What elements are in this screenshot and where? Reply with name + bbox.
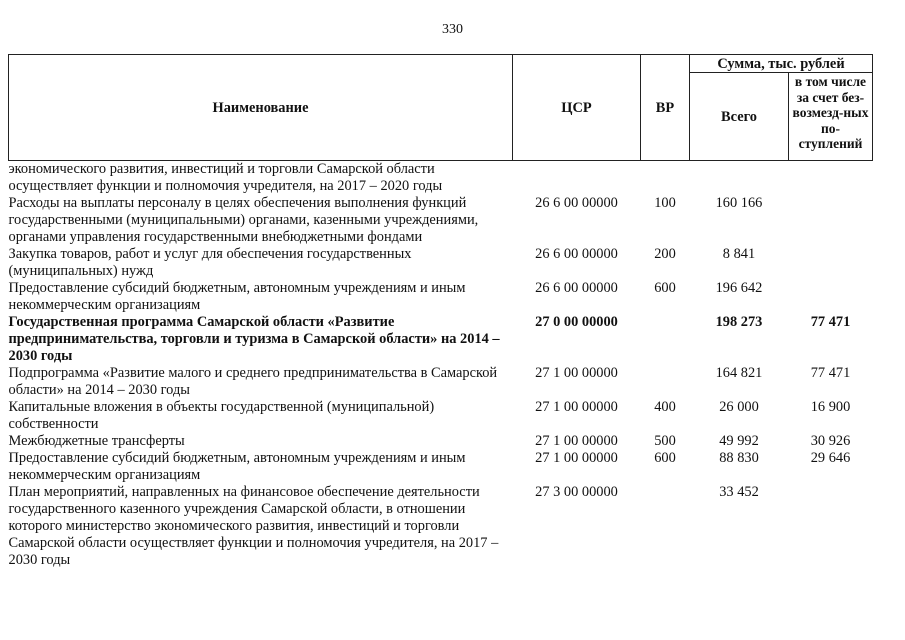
row-free bbox=[789, 195, 873, 246]
budget-table bbox=[8, 54, 873, 569]
row-total: 164 821 bbox=[715, 365, 763, 381]
row-csr: 27 1 00 00000 bbox=[535, 365, 618, 381]
row-vr bbox=[641, 161, 690, 196]
header-total: Всего bbox=[690, 73, 789, 161]
row-csr: 27 1 00 00000 bbox=[535, 433, 618, 449]
row-free: 29 646 bbox=[810, 450, 851, 466]
table-row bbox=[9, 433, 873, 450]
row-name: Закупка товаров, работ и услуг для обеспечения государственных (муниципальных) нужд bbox=[8, 246, 412, 279]
row-name: Предоставление субсидий бюджетным, автономным учреждениям и иным некоммерческим организациям bbox=[8, 450, 466, 483]
row-free: 77 471 bbox=[810, 365, 851, 381]
table-row bbox=[9, 246, 873, 280]
header-free: в том числе за счет без-возмезд-ных по-ступлений bbox=[789, 73, 873, 161]
page-number: 330 bbox=[442, 22, 463, 37]
row-free: 16 900 bbox=[810, 399, 851, 415]
row-csr: 27 1 00 00000 bbox=[535, 399, 618, 415]
row-total: 196 642 bbox=[715, 280, 763, 296]
table-row bbox=[9, 484, 873, 569]
row-free: 77 471 bbox=[810, 314, 851, 330]
table-body bbox=[9, 161, 873, 570]
row-csr bbox=[513, 161, 641, 196]
row-vr bbox=[641, 484, 690, 569]
table-header bbox=[9, 55, 873, 161]
row-total: 8 841 bbox=[722, 246, 756, 262]
row-total: 88 830 bbox=[719, 450, 759, 466]
header-vr: ВР bbox=[641, 55, 690, 161]
row-free: 30 926 bbox=[810, 433, 851, 449]
table-row bbox=[9, 280, 873, 314]
row-csr: 27 3 00 00000 bbox=[535, 484, 618, 500]
row-csr: 26 6 00 00000 bbox=[535, 280, 618, 296]
table-row bbox=[9, 450, 873, 484]
row-vr bbox=[641, 314, 690, 365]
row-vr: 400 bbox=[654, 399, 676, 415]
row-free bbox=[789, 246, 873, 280]
row-total bbox=[690, 161, 789, 196]
row-free bbox=[789, 280, 873, 314]
table-row bbox=[9, 399, 873, 433]
row-name: Предоставление субсидий бюджетным, автономным учреждениям и иным некоммерческим организациям bbox=[8, 280, 466, 313]
table-row-program bbox=[9, 314, 873, 365]
row-vr: 600 bbox=[654, 450, 676, 466]
row-vr: 600 bbox=[654, 280, 676, 296]
table-row bbox=[9, 161, 873, 196]
row-name: Подпрограмма «Развитие малого и среднего предпринимательства в Самарской области» на 2014 – 2030 годы bbox=[8, 365, 498, 398]
row-total: 26 000 bbox=[719, 399, 759, 415]
row-name: План мероприятий, направленных на финансовое обеспечение деятельности государственного казенного учреждения Самарской области, в отношении которого министерство экономического развития, инвестиций и торговли Самарской области осуществляет функции и полномочия учредителя, на 2017 – 2030 годы bbox=[8, 484, 499, 568]
row-total: 49 992 bbox=[719, 433, 759, 449]
row-name: экономического развития, инвестиций и торговли Самарской области осуществляет функции и полномочия учредителя, на 2017 – 2020 годы bbox=[8, 161, 443, 194]
row-vr bbox=[641, 365, 690, 399]
row-free bbox=[789, 161, 873, 196]
header-sum-group: Сумма, тыс. рублей bbox=[690, 55, 873, 73]
header-name: Наименование bbox=[9, 55, 513, 161]
row-name: Межбюджетные трансферты bbox=[8, 433, 185, 449]
row-csr: 26 6 00 00000 bbox=[535, 195, 618, 211]
row-total: 160 166 bbox=[715, 195, 763, 211]
row-total: 33 452 bbox=[719, 484, 759, 500]
header-csr: ЦСР bbox=[513, 55, 641, 161]
row-csr: 27 0 00 00000 bbox=[535, 314, 618, 330]
row-name: Государственная программа Самарской области «Развитие предпринимательства, торговли и туризма в Самарской области» на 2014 – 2030 годы bbox=[8, 314, 500, 364]
row-free bbox=[789, 484, 873, 569]
row-name: Расходы на выплаты персоналу в целях обеспечения выполнения функций государственными (муниципальными) органами, казенными учреждениями, органами управления государственными внебюджетными фондами bbox=[8, 195, 479, 245]
row-vr: 200 bbox=[654, 246, 676, 262]
row-csr: 27 1 00 00000 bbox=[535, 450, 618, 466]
row-vr: 100 bbox=[654, 195, 676, 211]
table-row bbox=[9, 195, 873, 246]
row-vr: 500 bbox=[654, 433, 676, 449]
table-row bbox=[9, 365, 873, 399]
row-name: Капитальные вложения в объекты государственной (муниципальной) собственности bbox=[8, 399, 435, 432]
row-csr: 26 6 00 00000 bbox=[535, 246, 618, 262]
row-total: 198 273 bbox=[715, 314, 763, 330]
